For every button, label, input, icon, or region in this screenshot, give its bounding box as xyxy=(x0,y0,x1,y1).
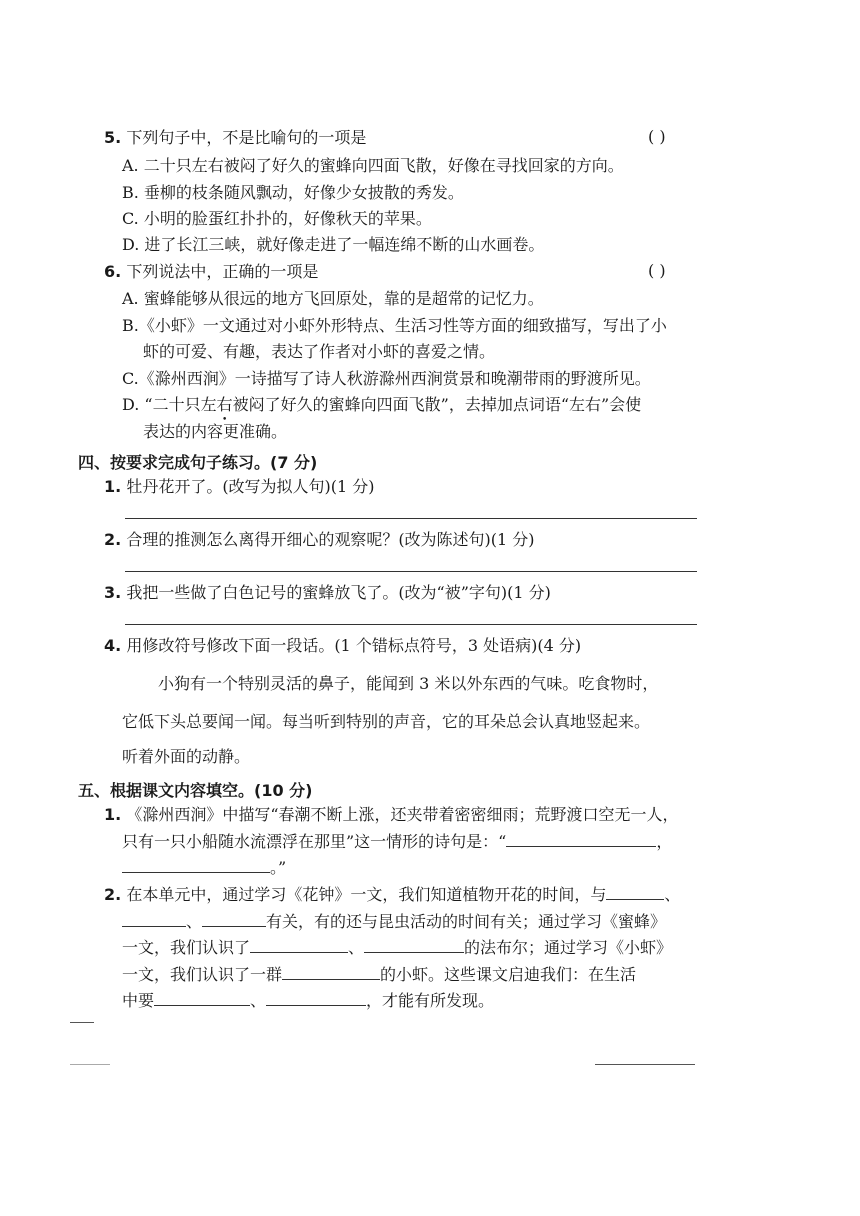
sec4-item-4-text: 用修改符号修改下面一段话。(1 个错标点符号，3 处语病)(4 分) xyxy=(126,636,582,655)
q6-answer-paren[interactable]: ( ) xyxy=(648,261,666,280)
q5-option-a: A. 二十只左右被闷了好久的蜜蜂向四面飞散，好像在寻找回家的方向。 xyxy=(122,156,624,175)
sec5-item-1-blank-2[interactable] xyxy=(122,856,270,873)
sec5-item-2-text-7: 中要 xyxy=(122,991,155,1010)
sec5-item-1-line-2 xyxy=(122,830,672,853)
sec5-item-1-prompt: 只有一只小船随水流漂浮在那里”这一情形的诗句是：“ xyxy=(122,832,507,851)
sec5-item-2-line-5 xyxy=(122,989,494,1012)
q6-option-d-line1 xyxy=(122,394,641,416)
sec4-item-1-text: 牡丹花开了。(改写为拟人句)(1 分) xyxy=(126,477,375,496)
q6-number: 6. xyxy=(104,262,122,281)
q6-option-b-line2: 虾的可爱、有趣，表达了作者对小虾的喜爱之情。 xyxy=(143,342,496,361)
sec5-item-2-blank-5[interactable] xyxy=(364,936,464,953)
sec5-item-2-sep-4: 、 xyxy=(250,991,267,1010)
sec4-paragraph-line-3: 听着外面的动静。 xyxy=(122,747,251,766)
footer-rule-left xyxy=(70,1064,110,1065)
sec4-item-2-number: 2. xyxy=(104,530,122,549)
sec5-item-2-line-1 xyxy=(104,883,680,906)
q6-stem-text: 下列说法中，正确的一项是 xyxy=(126,262,319,281)
sec5-item-2-number: 2. xyxy=(104,885,122,904)
q6-option-c: C.《滁州西涧》一诗描写了诗人秋游滁州西涧赏景和晚潮带雨的野渡所见。 xyxy=(122,369,651,388)
q5-stem xyxy=(104,127,366,149)
sec4-item-3-answer-line[interactable] xyxy=(125,624,697,625)
sec4-item-2-text: 合理的推测怎么离得开细心的观察呢？(改为陈述句)(1 分) xyxy=(126,530,535,549)
sec5-item-2-blank-6[interactable] xyxy=(282,963,380,980)
sec4-item-2-answer-line[interactable] xyxy=(125,571,697,572)
q6-d-part1: D. “二十只左 xyxy=(122,395,217,414)
q5-answer-paren[interactable]: ( ) xyxy=(648,127,666,146)
sec5-item-1-text: 《滁州西涧》中描写“春潮不断上涨，还夹带着密密细雨；荒野渡口空无一人， xyxy=(126,805,679,824)
sec4-paragraph-line-1: 小狗有一个特别灵活的鼻子，能闻到 3 米以外东西的气味。吃食物时， xyxy=(158,674,659,693)
q6-stem xyxy=(104,261,318,283)
q5-number: 5. xyxy=(104,128,122,147)
sec5-item-2-line-2 xyxy=(122,910,666,933)
sec5-item-2-blank-7[interactable] xyxy=(154,989,250,1006)
margin-mark xyxy=(70,1022,94,1023)
sec4-item-3-number: 3. xyxy=(104,583,122,602)
q6-d-emphasis-char: 右 xyxy=(216,395,233,414)
sec5-item-1-number: 1. xyxy=(104,805,122,824)
sec5-item-2-line-3 xyxy=(122,936,672,959)
sec4-item-1-number: 1. xyxy=(104,477,122,496)
sec5-item-2-text-3: 一文，我们认识了 xyxy=(122,938,251,957)
q6-option-a: A. 蜜蜂能够从很远的地方飞回原处，靠的是超常的记忆力。 xyxy=(122,289,544,308)
sec5-item-2-blank-1[interactable] xyxy=(606,883,664,900)
q5-option-d: D. 进了长江三峡，就好像走进了一幅连绵不断的山水画卷。 xyxy=(122,235,545,254)
footer-rule-right xyxy=(595,1064,695,1065)
sec4-paragraph-line-2: 它低下头总要闻一闻。每当听到特别的声音，它的耳朵总会认真地竖起来。 xyxy=(122,712,651,731)
q5-option-c: C. 小明的脸蛋红扑扑的，好像秋天的苹果。 xyxy=(122,209,432,228)
sec4-item-1-answer-line[interactable] xyxy=(125,518,697,519)
sec5-item-2-text-4: 的法布尔；通过学习《小虾》 xyxy=(464,938,673,957)
sec5-item-2-line-4 xyxy=(122,963,636,986)
sec4-item-2 xyxy=(104,529,535,551)
sec5-item-2-text-5: 一文，我们认识了一群 xyxy=(122,965,283,984)
sec4-item-3-text: 我把一些做了白色记号的蜜蜂放飞了。(改为“被”字句)(1 分) xyxy=(126,583,551,602)
q5-stem-text: 下列句子中，不是比喻句的一项是 xyxy=(126,128,367,147)
sec5-item-1-line-1 xyxy=(104,804,679,826)
sec5-item-2-blank-2[interactable] xyxy=(122,910,186,927)
sec5-item-2-text-1: 在本单元中，通过学习《花钟》一文，我们知道植物开花的时间，与 xyxy=(126,885,607,904)
sec5-item-2-sep-3: 、 xyxy=(348,938,365,957)
sec5-item-2-blank-8[interactable] xyxy=(266,989,366,1006)
sec5-item-1-line-3 xyxy=(122,856,286,879)
section-5-title: 五、根据课文内容填空。(10 分) xyxy=(78,781,313,800)
q6-d-part2: 被闷了好久的蜜蜂向四面飞散”，去掉加点词语“左右”会使 xyxy=(232,395,642,414)
sec5-item-2-text-6: 的小虾。这些课文启迪我们：在生活 xyxy=(380,965,637,984)
sec5-item-2-sep-1: 、 xyxy=(664,885,681,904)
sec4-item-4-number: 4. xyxy=(104,636,122,655)
sec4-item-3 xyxy=(104,582,551,604)
sec5-item-2-blank-4[interactable] xyxy=(250,936,348,953)
sec4-item-4 xyxy=(104,635,581,657)
sec5-item-2-text-8: ，才能有所发现。 xyxy=(366,991,495,1010)
sec4-item-1 xyxy=(104,476,375,498)
sec5-item-2-text-2: 有关，有的还与昆虫活动的时间有关；通过学习《蜜蜂》 xyxy=(266,912,667,931)
sec5-item-1-comma: ， xyxy=(656,832,673,851)
q6-option-d-line2: 表达的内容更准确。 xyxy=(143,422,288,441)
sec5-item-2-sep-2: 、 xyxy=(186,912,203,931)
sec5-item-1-end: 。” xyxy=(270,858,287,877)
q5-option-b: B. 垂柳的枝条随风飘动，好像少女披散的秀发。 xyxy=(122,183,464,202)
q6-option-b-line1: B.《小虾》一文通过对小虾外形特点、生活习性等方面的细致描写，写出了小 xyxy=(122,316,667,335)
sec5-item-1-blank-1[interactable] xyxy=(506,830,656,847)
sec5-item-2-blank-3[interactable] xyxy=(202,910,266,927)
section-4-title: 四、按要求完成句子练习。(7 分) xyxy=(78,453,318,472)
